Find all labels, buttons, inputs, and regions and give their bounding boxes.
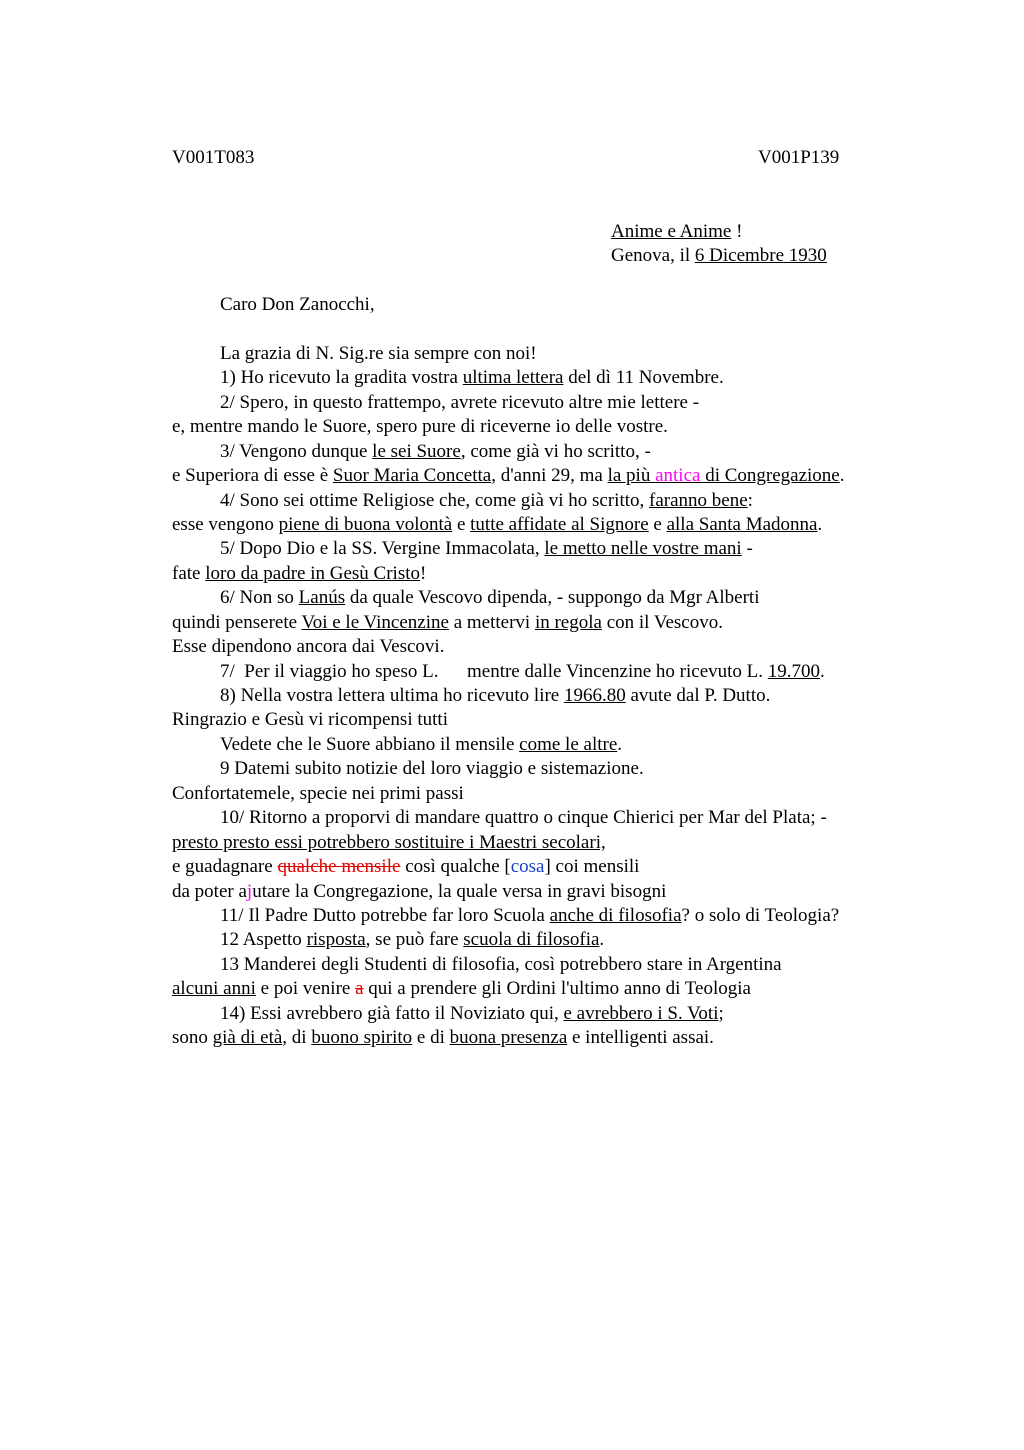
point-10-cont-2: e guadagnare qualche mensile così qualche [cosa] coi mensili [172, 856, 640, 877]
point-14-cont: sono già di età, di buono spirito e di buona presenza e intelligenti assai. [172, 1027, 714, 1048]
point-7: 7/ Per il viaggio ho speso L. mentre dalle Vincenzine ho ricevuto L. 19.700. [220, 661, 825, 682]
point-8-cont-2: Vedete che le Suore abbiano il mensile come le altre. [220, 734, 623, 755]
point-6: 6/ Non so Lanús da quale Vescovo dipenda, - suppongo da Mgr Alberti [220, 587, 760, 608]
point-13-cont: alcuni anni e poi venire a qui a prendere gli Ordini l'ultimo anno di Teologia [172, 978, 751, 999]
point-12: 12 Aspetto risposta, se può fare scuola di filosofia. [220, 929, 605, 950]
date-line: Genova, il 6 Dicembre 1930 [611, 245, 827, 266]
point-4-cont: esse vengono piene di buona volontà e tutte affidate al Signore e alla Santa Madonna. [172, 514, 823, 535]
inserted-letter: j [246, 881, 253, 902]
point-10-cont: presto presto essi potrebbero sostituire i Maestri secolari, [172, 832, 606, 853]
point-6-cont: quindi penserete Voi e le Vincenzine a mettervi in regola con il Vescovo. [172, 612, 723, 633]
letter-date: 6 Dicembre 1930 [694, 245, 827, 266]
point-8-cont: Ringrazio e Gesù vi ricompensi tutti [172, 709, 448, 730]
point-3-cont: e Superiora di esse è Suor Maria Concetta, d'anni 29, ma la più antica di Congregazione. [172, 465, 845, 486]
salutation: Caro Don Zanocchi, [220, 294, 375, 315]
deleted-text: a [355, 978, 364, 999]
point-8: 8) Nella vostra lettera ultima ho ricevuto lire 1966.80 avute dal P. Dutto. [220, 685, 771, 706]
point-3: 3/ Vengono dunque le sei Suore, come già vi ho scritto, - [220, 441, 651, 462]
inserted-word: antica [655, 465, 701, 486]
point-13: 13 Manderei degli Studenti di filosofia, così potrebbero stare in Argentina [220, 954, 782, 975]
greeting: La grazia di N. Sig.re sia sempre con noi! [220, 343, 537, 364]
document-code-left: V001T083 [172, 147, 255, 168]
point-9-cont: Confortatemele, specie nei primi passi [172, 783, 464, 804]
point-2: 2/ Spero, in questo frattempo, avrete ricevuto altre mie lettere - [220, 392, 700, 413]
point-6-cont-2: Esse dipendono ancora dai Vescovi. [172, 636, 445, 657]
point-5: 5/ Dopo Dio e la SS. Vergine Immacolata, le metto nelle vostre mani - [220, 538, 753, 559]
point-11: 11/ Il Padre Dutto potrebbe far loro Scuola anche di filosofia? o solo di Teologia? [220, 905, 840, 926]
point-9: 9 Datemi subito notizie del loro viaggio e sistemazione. [220, 758, 644, 779]
motto-line: Anime e Anime ! [611, 221, 743, 242]
deleted-text: qualche mensile [277, 856, 401, 877]
point-2-cont: e, mentre mando le Suore, spero pure di riceverne io delle vostre. [172, 416, 668, 437]
point-14: 14) Essi avrebbero già fatto il Noviziato qui, e avrebbero i S. Voti; [220, 1003, 724, 1024]
motto: Anime e Anime [611, 221, 732, 242]
point-4: 4/ Sono sei ottime Religiose che, come già vi ho scritto, faranno bene: [220, 490, 753, 511]
page-code-right: V001P139 [758, 147, 840, 168]
point-1: 1) Ho ricevuto la gradita vostra ultima lettera del dì 11 Novembre. [220, 367, 724, 388]
editorial-insert: cosa [510, 856, 545, 877]
point-10-cont-3: da poter ajutare la Congregazione, la quale versa in gravi bisogni [172, 881, 667, 902]
point-10: 10/ Ritorno a proporvi di mandare quattro o cinque Chierici per Mar del Plata; - [220, 807, 827, 828]
point-5-cont: fate loro da padre in Gesù Cristo! [172, 563, 427, 584]
